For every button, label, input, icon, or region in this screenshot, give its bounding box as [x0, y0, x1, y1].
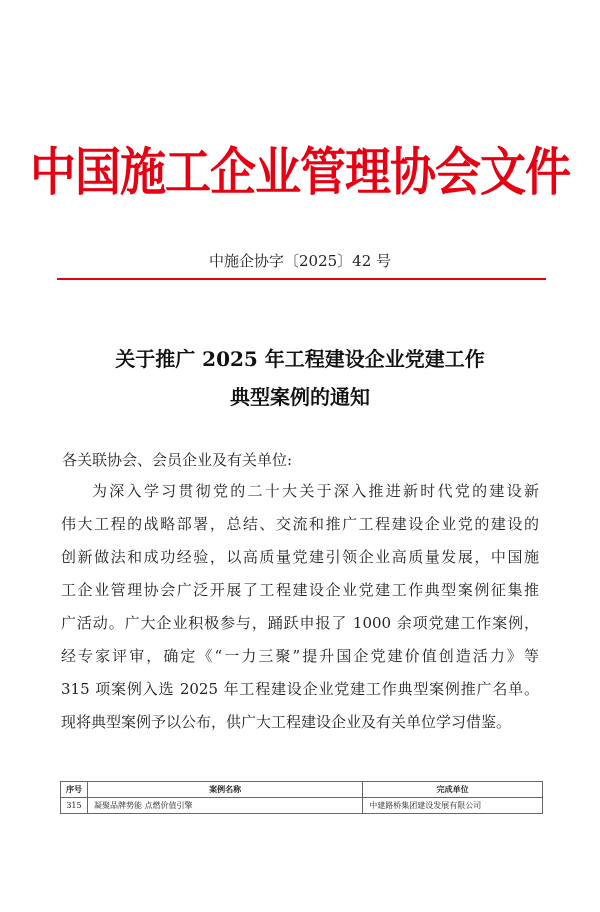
column-header-number: 序号 [61, 782, 88, 798]
body-line: 315 项案例入选 2025 年工程建设企业党建工作典型案例推广名单。 [61, 680, 539, 698]
column-header-case-name: 案例名称 [87, 782, 362, 798]
salutation: 各关联协会、会员企业及有关单位: [62, 451, 293, 469]
notice-title-line-1: 关于推广 2025 年工程建设企业党建工作 [115, 347, 485, 371]
case-list-table [60, 781, 543, 814]
body-line: 为深入学习贯彻党的二十大关于深入推进新时代党的建设新 [92, 482, 539, 500]
table-row [61, 798, 543, 814]
body-line: 经专家评审，确定《“一力三聚”提升国企党建价值创造活力》等 [61, 647, 539, 665]
red-divider-line [57, 278, 546, 280]
column-header-unit: 完成单位 [363, 782, 543, 798]
body-line: 现将典型案例予以公布，供广大工程建设企业及有关单位学习借鉴。 [61, 713, 512, 731]
document-masthead: 中国施工企业管理协会文件 [30, 142, 570, 203]
body-line: 伟大工程的战略部署，总结、交流和推广工程建设企业党的建设的 [61, 515, 539, 533]
table-header-row [61, 782, 543, 798]
notice-title-line-2: 典型案例的通知 [230, 385, 370, 409]
body-line: 广活动。广大企业积极参与，踊跃申报了 1000 余项党建工作案例， [61, 614, 539, 632]
body-line: 创新做法和成功经验，以高质量党建引领企业高质量发展，中国施 [61, 548, 539, 566]
row-case-name: 凝聚品牌势能 点燃价值引擎 [87, 798, 362, 814]
row-number: 315 [61, 798, 88, 814]
body-line: 工企业管理协会广泛开展了工程建设企业党建工作典型案例征集推 [61, 581, 539, 599]
document-number: 中施企协字〔2025〕42 号 [208, 252, 392, 270]
row-unit: 中建路桥集团建设发展有限公司 [363, 798, 543, 814]
